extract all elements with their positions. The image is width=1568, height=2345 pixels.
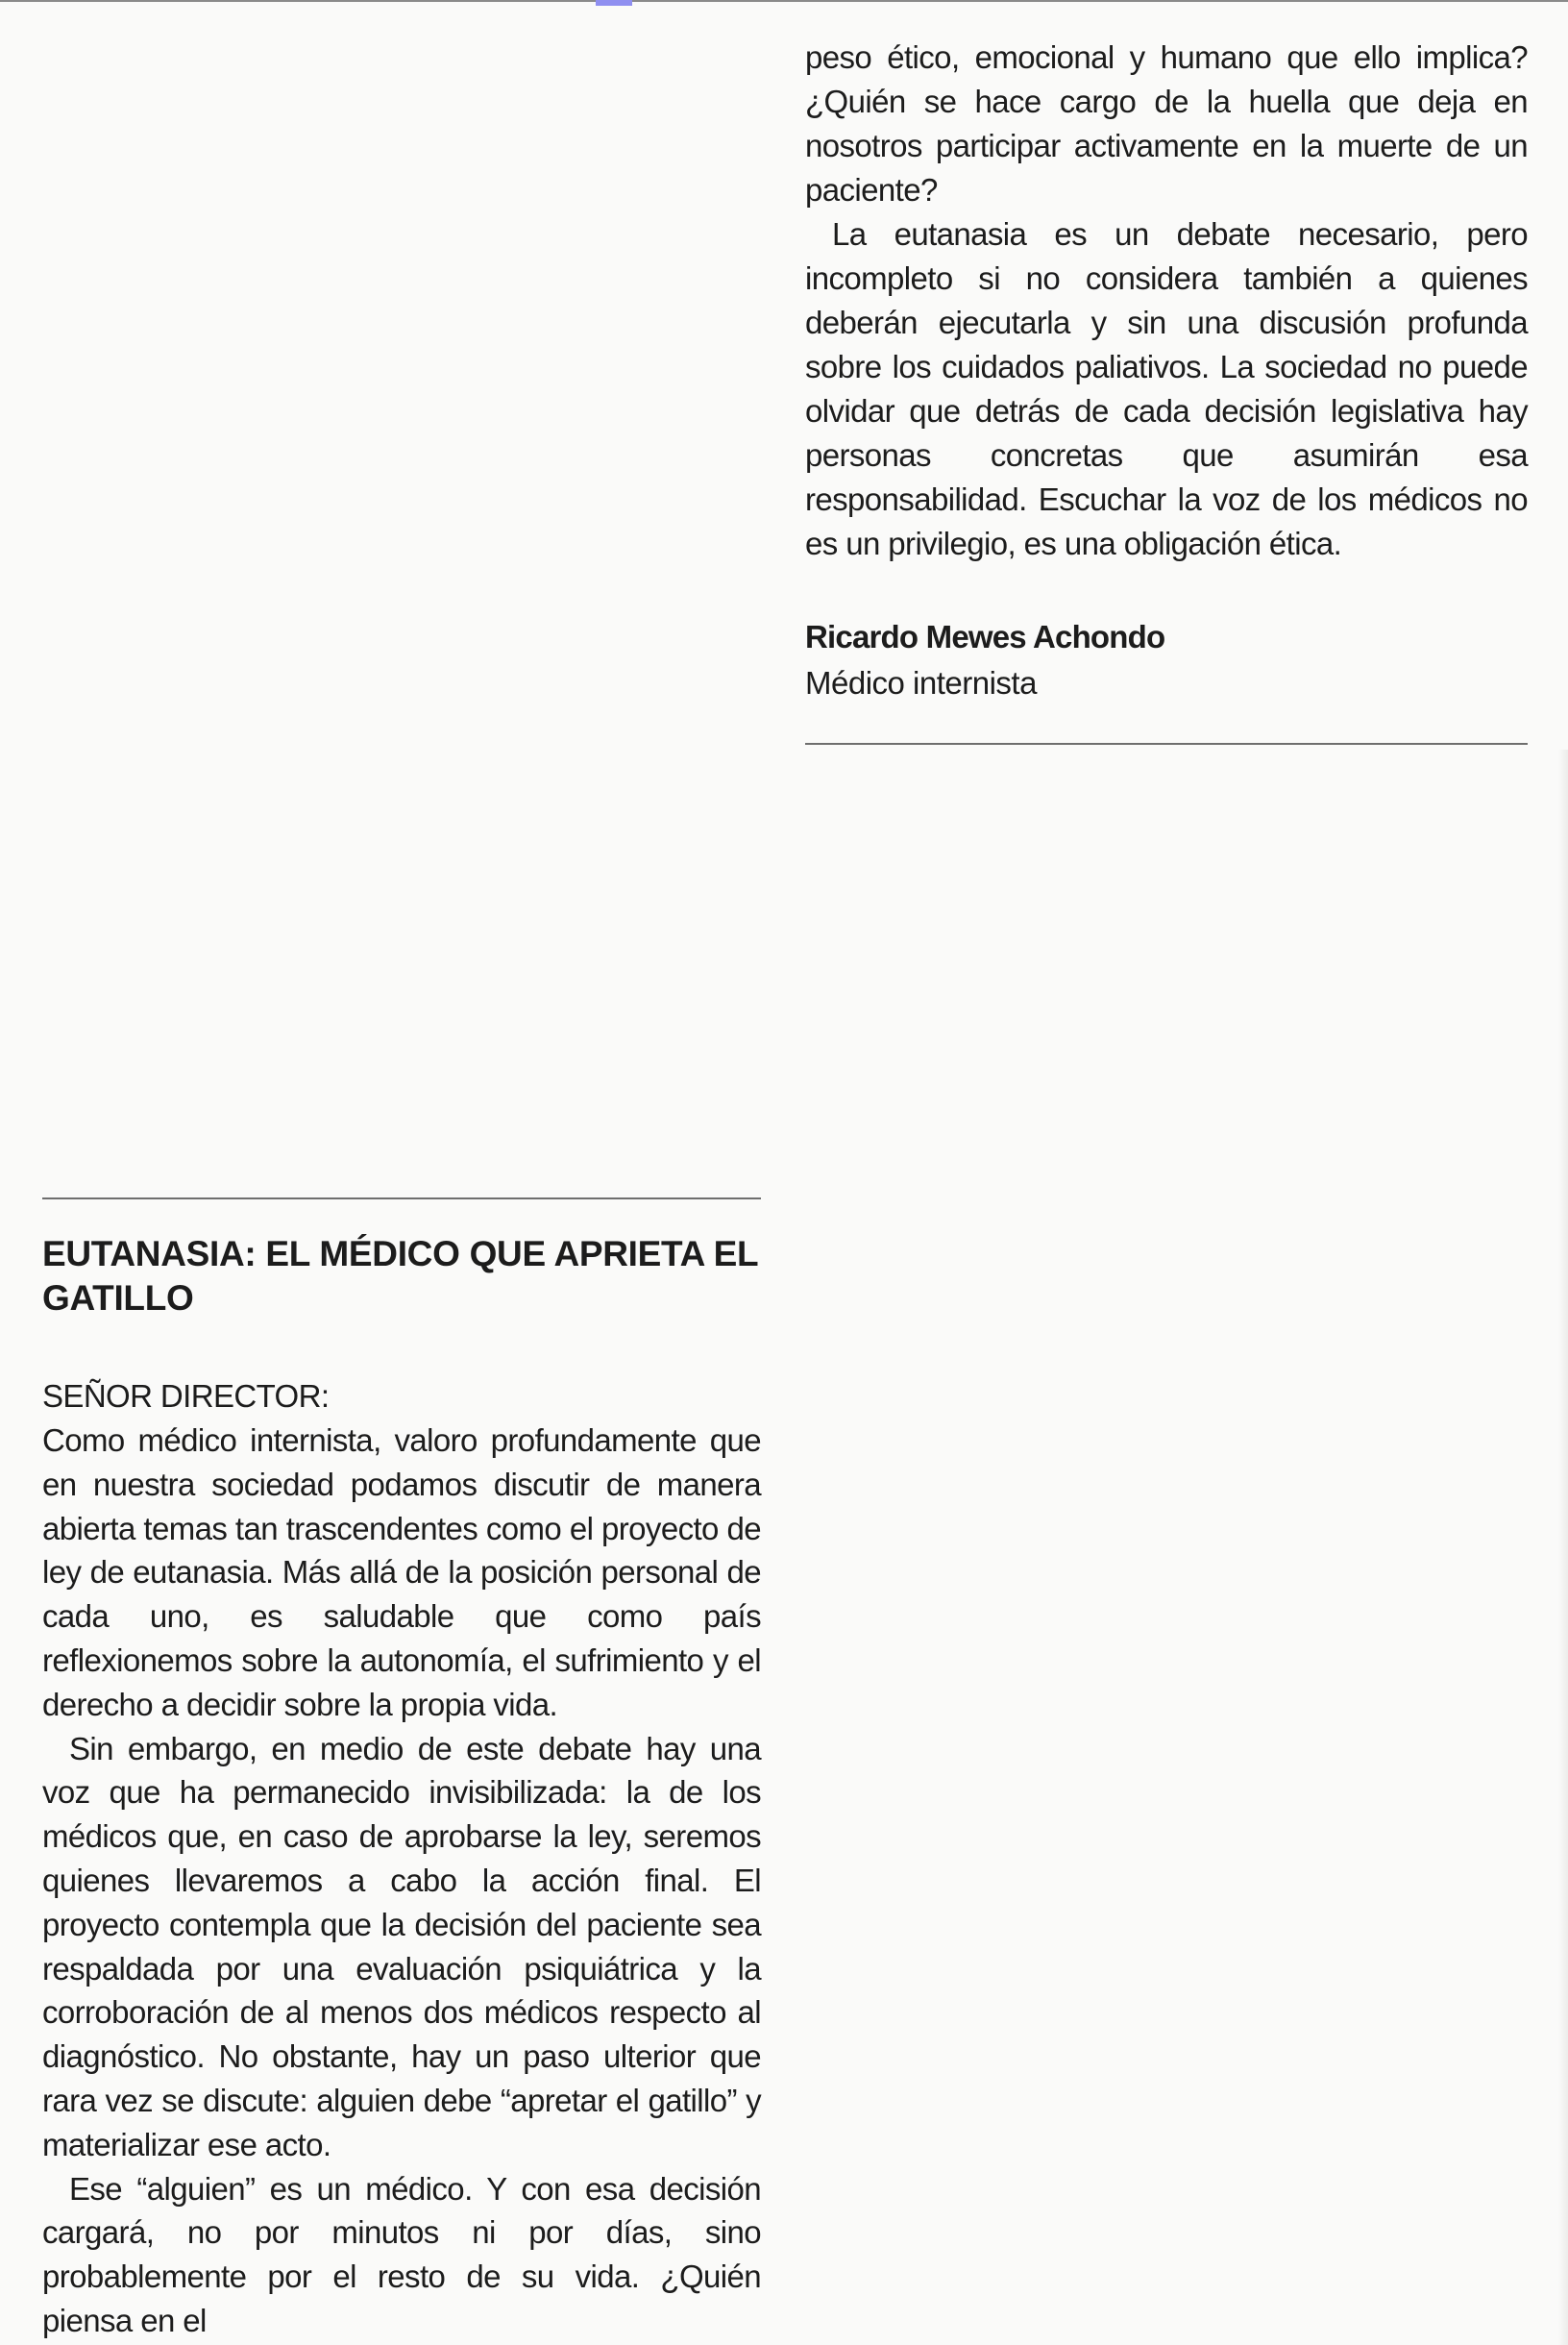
continuation-paragraph-2: La eutanasia es un debate necesario, pero incompleto si no considera también a quienes deberán ejecutarla y sin una discusión profunda sobre los cuidados paliativos. La sociedad no puede olvidar que detrás de cada decisión legislativa hay personas concretas que asumirán esa responsabilidad. Escuchar la voz de los médicos no es un privilegio, es una obligación ética.	[805, 216, 1528, 561]
signature-name: Ricardo Mewes Achondo	[805, 619, 1165, 654]
continuation-paragraph-1: peso ético, emocional y humano que ello implica? ¿Quién se hace cargo de la huella que deja en nosotros participar activamente en la muerte de un paciente?	[805, 39, 1528, 208]
left-column-divider	[42, 1197, 761, 1199]
letter-body	[42, 1419, 761, 2343]
letter-continuation-column	[805, 36, 1528, 566]
letter-headline: EUTANASIA: EL MÉDICO QUE APRIETA EL GATILLO	[42, 1234, 758, 1318]
scroll-position-marker	[596, 0, 632, 6]
signature-role: Médico internista	[805, 665, 1037, 701]
right-column-divider	[805, 743, 1528, 745]
top-divider-rule	[0, 0, 1568, 2]
letter-salutation: SEÑOR DIRECTOR:	[42, 1378, 330, 1414]
page-edge-shadow	[1558, 750, 1568, 2345]
letter-paragraph-3: Ese “alguien” es un médico. Y con esa decisión cargará, no por minutos ni por días, sino probablemente por el resto de su vida. ¿Quién piensa en el	[42, 2170, 761, 2338]
letter-paragraph-1: Como médico internista, valoro profundamente que en nuestra sociedad podamos discutir de manera abierta temas tan trascendentes como el proyecto de ley de eutanasia. Más allá de la posición personal de cada uno, es saludable que como país reflexionemos sobre la autonomía, el sufrimiento y el derecho a decidir sobre la propia vida.	[42, 1422, 761, 1722]
letter-paragraph-2: Sin embargo, en medio de este debate hay una voz que ha permanecido invisibilizada: la de los médicos que, en caso de aprobarse la ley, seremos quienes llevaremos a cabo la acción final. El proyecto contempla que la decisión del paciente sea respaldada por una evaluación psiquiátrica y la corroboración de al menos dos médicos respecto al diagnóstico. No obstante, hay un paso ulterior que rara vez se discute: alguien debe “apretar el gatillo” y materializar ese acto.	[42, 1730, 761, 2162]
